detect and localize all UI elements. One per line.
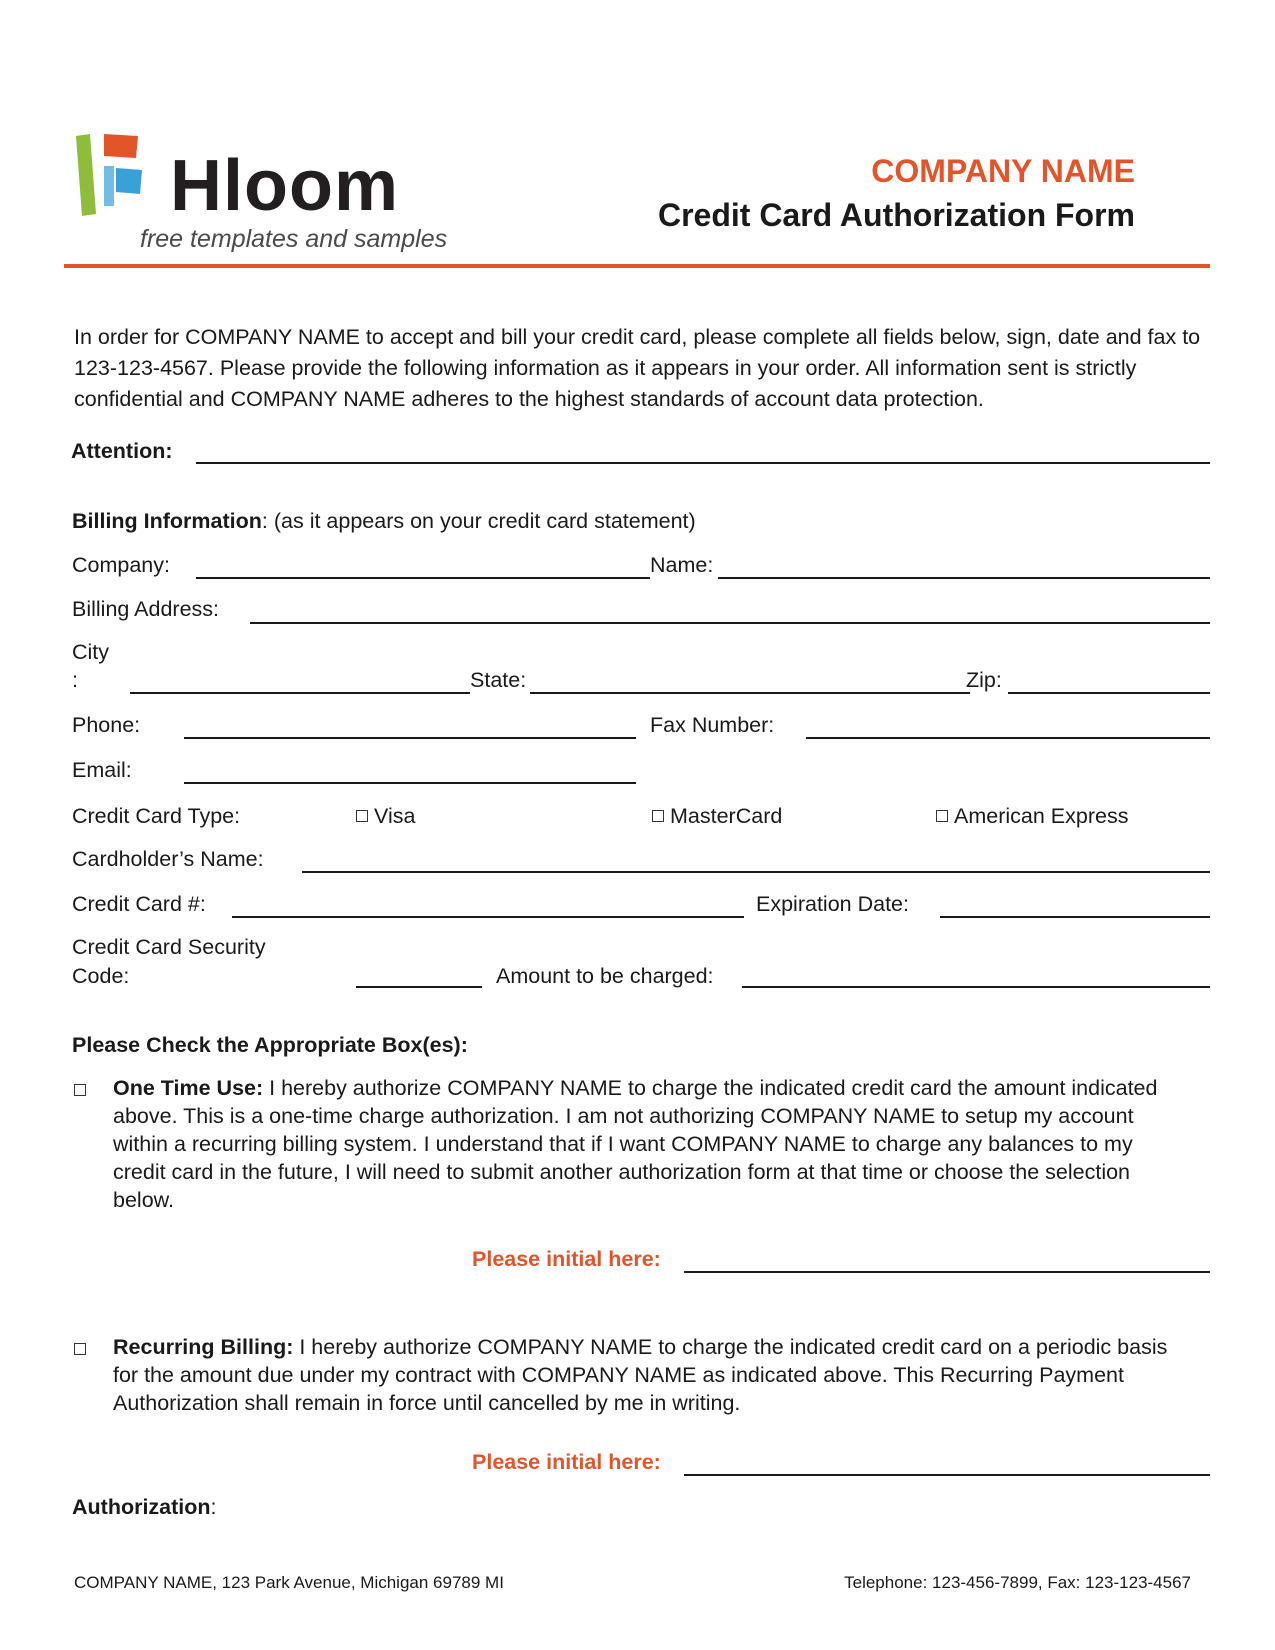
attention-label: Attention:: [71, 439, 173, 463]
city-field[interactable]: [130, 692, 470, 694]
card-type-amex[interactable]: [936, 803, 1128, 829]
hloom-logo-mark: [76, 134, 156, 218]
state-field[interactable]: [530, 692, 970, 694]
checkbox-icon[interactable]: [652, 810, 664, 822]
one-time-paragraph: [113, 1074, 1173, 1214]
zip-label: Zip:: [966, 668, 1002, 692]
card-type-visa[interactable]: [356, 803, 415, 829]
options-heading: Please Check the Appropriate Box(es):: [72, 1033, 468, 1057]
city-label: City: [72, 640, 110, 664]
cardholder-name-field[interactable]: [302, 871, 1210, 873]
card-type-mastercard-label: MasterCard: [670, 804, 783, 828]
security-code-label-2: Code:: [72, 964, 130, 988]
state-label: State:: [470, 668, 527, 692]
city-label-colon: :: [72, 668, 78, 692]
initial-label-one-time: Please initial here:: [472, 1247, 661, 1271]
billing-heading-label: Billing Information: [72, 509, 262, 533]
billing-address-label: Billing Address:: [72, 597, 219, 621]
checkbox-icon[interactable]: [936, 810, 948, 822]
amount-label: Amount to be charged:: [496, 964, 714, 988]
attention-field[interactable]: [196, 462, 1210, 464]
billing-address-field[interactable]: [250, 622, 1210, 624]
fax-number-field[interactable]: [806, 737, 1210, 739]
authorization-heading-label: Authorization: [72, 1495, 211, 1519]
recurring-paragraph: [113, 1333, 1173, 1417]
initial-field-recurring[interactable]: [684, 1474, 1210, 1476]
header-divider: [64, 264, 1210, 268]
card-type-label: Credit Card Type:: [72, 804, 241, 828]
initial-field-one-time[interactable]: [684, 1271, 1210, 1273]
header-company-name: COMPANY NAME: [871, 153, 1135, 189]
logo-tagline: free templates and samples: [140, 225, 448, 253]
authorization-heading: [72, 1494, 217, 1520]
email-label: Email:: [72, 758, 132, 782]
security-code-label: Credit Card Security: [72, 935, 266, 959]
one-time-checkbox[interactable]: [74, 1084, 86, 1096]
billing-heading: [72, 508, 696, 534]
amount-field[interactable]: [742, 986, 1210, 988]
expiration-field[interactable]: [940, 916, 1210, 918]
zip-field[interactable]: [1008, 692, 1210, 694]
recurring-title: Recurring Billing:: [113, 1335, 294, 1359]
company-field[interactable]: [196, 577, 650, 579]
card-number-field[interactable]: [232, 916, 744, 918]
authorization-heading-colon: :: [210, 1495, 217, 1519]
phone-label: Phone:: [72, 713, 141, 737]
name-label: Name:: [650, 553, 714, 577]
company-label: Company:: [72, 553, 170, 577]
recurring-text: I hereby authorize COMPANY NAME to charge the indicated credit card on a periodic basis for the amount due under my contract with COMPANY NAME as indicated above. This Recurring Payment Authorization shall remain in force until cancelled by me in writing.: [113, 1335, 1168, 1415]
security-code-field[interactable]: [356, 986, 482, 988]
billing-heading-note: : (as it appears on your credit card statement): [261, 509, 696, 533]
email-field[interactable]: [184, 782, 636, 784]
card-number-label: Credit Card #:: [72, 892, 206, 916]
phone-field[interactable]: [184, 737, 636, 739]
initial-label-recurring: Please initial here:: [472, 1450, 661, 1474]
name-field[interactable]: [718, 577, 1210, 579]
one-time-text: I hereby authorize COMPANY NAME to charge the indicated credit card the amount indicated above. This is a one-time charge authorization. I am not authorizing COMPANY NAME to setup my account within a recurring billing system. I understand that if I want COMPANY NAME to charge any balances to my credit card in the future, I will need to submit another authorization form at that time or choose the selection below.: [113, 1076, 1158, 1212]
footer-address: COMPANY NAME, 123 Park Avenue, Michigan 69789 MI: [74, 1573, 504, 1592]
cardholder-name-label: Cardholder’s Name:: [72, 847, 264, 871]
page-title: Credit Card Authorization Form: [657, 197, 1135, 233]
fax-number-label: Fax Number:: [650, 713, 775, 737]
checkbox-icon[interactable]: [356, 810, 368, 822]
intro-paragraph: In order for COMPANY NAME to accept and bill your credit card, please complete all fields below, sign, date and fax to 123-123-4567. Please provide the following information as it appears in your order. All information sent is strictly confidential and COMPANY NAME adheres to the highest standards of account data protection.: [74, 325, 1201, 411]
card-type-amex-label: American Express: [954, 804, 1129, 828]
recurring-checkbox[interactable]: [74, 1343, 86, 1355]
footer-contact: Telephone: 123-456-7899, Fax: 123-123-4567: [844, 1573, 1191, 1592]
card-type-mastercard[interactable]: [652, 803, 782, 829]
logo-wordmark: Hloom: [170, 146, 399, 226]
card-type-visa-label: Visa: [374, 804, 416, 828]
expiration-label: Expiration Date:: [756, 892, 909, 916]
one-time-title: One Time Use:: [113, 1076, 264, 1100]
